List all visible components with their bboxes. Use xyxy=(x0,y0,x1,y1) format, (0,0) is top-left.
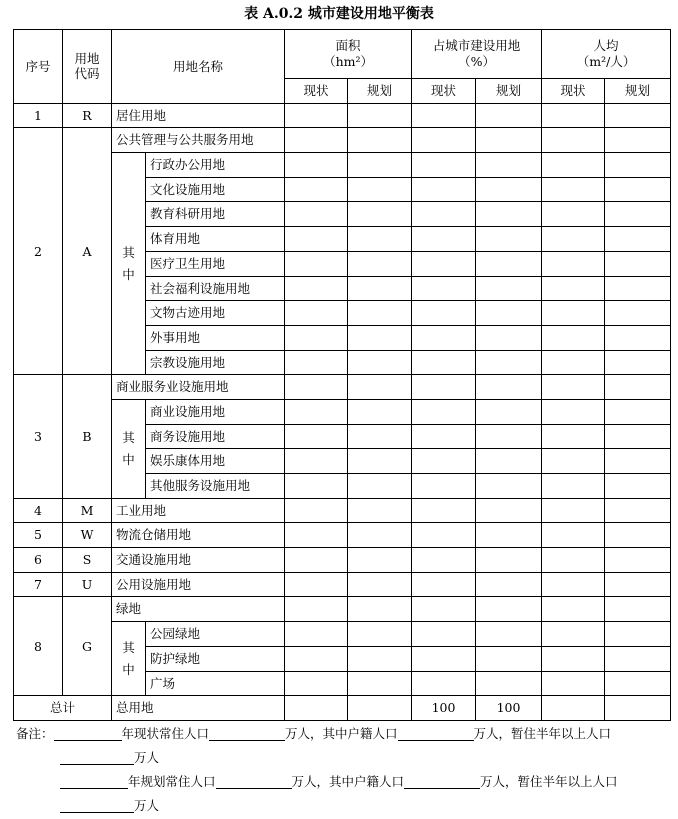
land-use-balance-table xyxy=(13,29,671,721)
data-cell[interactable] xyxy=(476,572,542,597)
blank-year-current[interactable] xyxy=(54,726,122,741)
header-per-capita: 人均 （m²/人） xyxy=(542,30,671,79)
label-cell: 公共管理与公共服务用地 xyxy=(112,128,285,153)
blank-hukou-planned[interactable] xyxy=(404,774,480,789)
table-row xyxy=(14,103,671,128)
data-cell[interactable] xyxy=(412,128,476,153)
data-cell[interactable] xyxy=(348,449,412,474)
data-cell[interactable] xyxy=(542,671,605,696)
data-cell[interactable] xyxy=(285,128,348,153)
data-cell[interactable] xyxy=(605,399,671,424)
data-cell[interactable] xyxy=(542,103,605,128)
data-cell[interactable] xyxy=(348,399,412,424)
data-cell[interactable] xyxy=(285,375,348,400)
label-cell: R xyxy=(63,103,112,128)
data-cell[interactable] xyxy=(476,548,542,573)
data-cell[interactable] xyxy=(476,350,542,375)
header-name: 用地名称 xyxy=(112,30,285,104)
data-cell[interactable] xyxy=(348,523,412,548)
data-cell[interactable] xyxy=(348,646,412,671)
data-cell[interactable] xyxy=(542,548,605,573)
data-cell[interactable] xyxy=(412,474,476,499)
label-cell: 公园绿地 xyxy=(146,622,285,647)
blank-year-planned[interactable] xyxy=(60,774,128,789)
data-cell[interactable] xyxy=(285,498,348,523)
label-cell: 医疗卫生用地 xyxy=(146,251,285,276)
data-cell[interactable] xyxy=(542,251,605,276)
data-cell[interactable] xyxy=(605,103,671,128)
data-cell[interactable] xyxy=(605,548,671,573)
label-cell: 6 xyxy=(14,548,63,573)
data-cell[interactable] xyxy=(542,276,605,301)
data-cell[interactable] xyxy=(412,325,476,350)
label-cell: A xyxy=(63,128,112,375)
remarks-line-planned: 年规划常住人口 万人，其中户籍人口 万人，暂住半年以上人口 xyxy=(16,770,666,794)
label-cell: B xyxy=(63,375,112,498)
table-row xyxy=(14,498,671,523)
label-cell: 居住用地 xyxy=(112,103,285,128)
blank-temp-current[interactable] xyxy=(60,750,134,765)
data-cell[interactable] xyxy=(348,622,412,647)
data-cell[interactable] xyxy=(476,325,542,350)
total-row xyxy=(14,696,671,721)
data-cell[interactable] xyxy=(476,671,542,696)
data-cell[interactable] xyxy=(348,671,412,696)
label-cell: 交通设施用地 xyxy=(112,548,285,573)
data-cell[interactable] xyxy=(542,523,605,548)
data-cell[interactable] xyxy=(542,449,605,474)
table-row xyxy=(14,548,671,573)
label-cell: 2 xyxy=(14,128,63,375)
data-cell[interactable] xyxy=(285,523,348,548)
data-cell[interactable] xyxy=(285,202,348,227)
data-cell[interactable] xyxy=(605,301,671,326)
data-cell[interactable] xyxy=(542,202,605,227)
header-percap-planned: 规划 xyxy=(605,79,671,104)
data-cell[interactable] xyxy=(605,202,671,227)
data-cell[interactable] xyxy=(476,597,542,622)
data-cell[interactable] xyxy=(285,449,348,474)
data-cell[interactable] xyxy=(605,375,671,400)
label-cell: 行政办公用地 xyxy=(146,153,285,178)
header-area-planned: 规划 xyxy=(348,79,412,104)
data-cell[interactable] xyxy=(476,449,542,474)
label-cell: 4 xyxy=(14,498,63,523)
remarks-line-current: 备注： 年现状常住人口 万人，其中户籍人口 万人，暂住半年以上人口 xyxy=(16,726,612,741)
table-row xyxy=(14,523,671,548)
data-cell[interactable] xyxy=(285,153,348,178)
data-cell[interactable] xyxy=(605,449,671,474)
data-cell[interactable] xyxy=(348,251,412,276)
data-cell[interactable] xyxy=(542,325,605,350)
data-cell[interactable] xyxy=(605,227,671,252)
table-row xyxy=(14,153,671,178)
header-share: 占城市建设用地 （%） xyxy=(412,30,542,79)
data-cell[interactable] xyxy=(476,227,542,252)
data-cell[interactable] xyxy=(542,375,605,400)
data-cell[interactable] xyxy=(476,646,542,671)
remarks-line-planned-cont: 万人 xyxy=(16,794,666,818)
data-cell[interactable] xyxy=(542,399,605,424)
data-cell[interactable] xyxy=(412,597,476,622)
data-cell[interactable] xyxy=(285,646,348,671)
data-cell[interactable] xyxy=(476,523,542,548)
data-cell[interactable] xyxy=(605,350,671,375)
data-cell[interactable] xyxy=(285,424,348,449)
data-cell[interactable] xyxy=(412,498,476,523)
data-cell[interactable] xyxy=(542,350,605,375)
data-cell[interactable] xyxy=(476,424,542,449)
data-cell[interactable] xyxy=(476,103,542,128)
header-area-current: 现状 xyxy=(285,79,348,104)
data-cell[interactable] xyxy=(348,227,412,252)
header-share-current: 现状 xyxy=(412,79,476,104)
data-cell[interactable] xyxy=(605,325,671,350)
data-cell[interactable] xyxy=(285,276,348,301)
data-cell[interactable] xyxy=(285,399,348,424)
total-label: 总计 xyxy=(14,696,112,721)
data-cell[interactable] xyxy=(605,177,671,202)
data-cell[interactable] xyxy=(542,424,605,449)
header-share-planned: 规划 xyxy=(476,79,542,104)
total-share-planned: 100 xyxy=(476,696,542,721)
data-cell[interactable] xyxy=(476,276,542,301)
label-cell: 3 xyxy=(14,375,63,498)
data-cell[interactable] xyxy=(412,276,476,301)
data-cell[interactable] xyxy=(412,671,476,696)
label-cell: 商业设施用地 xyxy=(146,399,285,424)
label-cell: 其他服务设施用地 xyxy=(146,474,285,499)
label-cell: 绿地 xyxy=(112,597,285,622)
data-cell[interactable] xyxy=(348,597,412,622)
qizhong-label: 其 中 xyxy=(112,153,146,375)
data-cell[interactable] xyxy=(412,424,476,449)
header-area: 面积 （hm²） xyxy=(285,30,412,79)
data-cell[interactable] xyxy=(348,202,412,227)
data-cell[interactable] xyxy=(348,128,412,153)
label-cell: 防护绿地 xyxy=(146,646,285,671)
data-cell[interactable] xyxy=(285,227,348,252)
data-cell[interactable] xyxy=(412,251,476,276)
table-title: 表 A.0.2 城市建设用地平衡表 xyxy=(244,6,434,22)
data-cell[interactable] xyxy=(605,572,671,597)
data-cell[interactable] xyxy=(348,301,412,326)
data-cell[interactable] xyxy=(412,153,476,178)
blank-pop-planned[interactable] xyxy=(216,774,292,789)
data-cell[interactable] xyxy=(605,671,671,696)
header-seq: 序号 xyxy=(14,30,63,104)
header-row-1 xyxy=(14,30,671,79)
data-cell[interactable] xyxy=(605,474,671,499)
label-cell: W xyxy=(63,523,112,548)
table-row xyxy=(14,597,671,622)
label-cell: G xyxy=(63,597,112,696)
data-cell[interactable] xyxy=(285,671,348,696)
data-cell[interactable] xyxy=(476,622,542,647)
table-row xyxy=(14,128,671,153)
qizhong-label: 其 中 xyxy=(112,399,146,498)
label-cell: 体育用地 xyxy=(146,227,285,252)
table-row xyxy=(14,572,671,597)
data-cell[interactable] xyxy=(542,128,605,153)
data-cell[interactable] xyxy=(412,572,476,597)
data-cell[interactable] xyxy=(285,474,348,499)
data-cell[interactable] xyxy=(476,301,542,326)
label-cell: 宗教设施用地 xyxy=(146,350,285,375)
label-cell: 文物古迹用地 xyxy=(146,301,285,326)
data-cell[interactable] xyxy=(348,474,412,499)
data-cell[interactable] xyxy=(412,523,476,548)
label-cell: 社会福利设施用地 xyxy=(146,276,285,301)
header-percap-current: 现状 xyxy=(542,79,605,104)
data-cell[interactable] xyxy=(348,325,412,350)
data-cell[interactable] xyxy=(348,153,412,178)
blank-pop-current[interactable] xyxy=(209,726,285,741)
remarks xyxy=(16,722,666,818)
data-cell[interactable] xyxy=(412,646,476,671)
label-cell: 公用设施用地 xyxy=(112,572,285,597)
data-cell[interactable] xyxy=(605,523,671,548)
data-cell[interactable] xyxy=(285,103,348,128)
blank-hukou-current[interactable] xyxy=(398,726,474,741)
data-cell[interactable] xyxy=(348,103,412,128)
data-cell[interactable] xyxy=(285,622,348,647)
data-cell[interactable] xyxy=(542,572,605,597)
data-cell[interactable] xyxy=(285,301,348,326)
label-cell: 商业服务业设施用地 xyxy=(112,375,285,400)
data-cell[interactable] xyxy=(412,202,476,227)
data-cell[interactable] xyxy=(285,597,348,622)
data-cell[interactable] xyxy=(348,424,412,449)
data-cell[interactable] xyxy=(542,227,605,252)
data-cell[interactable] xyxy=(476,202,542,227)
data-cell[interactable] xyxy=(605,498,671,523)
data-cell[interactable] xyxy=(348,276,412,301)
data-cell[interactable] xyxy=(285,325,348,350)
data-cell[interactable] xyxy=(412,548,476,573)
data-cell[interactable] xyxy=(285,572,348,597)
data-cell[interactable] xyxy=(605,597,671,622)
data-cell[interactable] xyxy=(542,622,605,647)
table-row xyxy=(14,375,671,400)
data-cell[interactable] xyxy=(605,646,671,671)
data-cell[interactable] xyxy=(412,301,476,326)
label-cell: S xyxy=(63,548,112,573)
data-cell[interactable] xyxy=(605,128,671,153)
data-cell[interactable] xyxy=(348,350,412,375)
table-row xyxy=(14,399,671,424)
data-cell[interactable] xyxy=(476,128,542,153)
data-cell[interactable] xyxy=(605,276,671,301)
data-cell[interactable] xyxy=(605,153,671,178)
data-cell[interactable] xyxy=(605,622,671,647)
data-cell[interactable] xyxy=(348,375,412,400)
data-cell[interactable] xyxy=(285,251,348,276)
data-cell[interactable] xyxy=(412,399,476,424)
label-cell: 7 xyxy=(14,572,63,597)
data-cell[interactable] xyxy=(605,251,671,276)
total-name: 总用地 xyxy=(112,696,285,721)
label-cell: 文化设施用地 xyxy=(146,177,285,202)
data-cell[interactable] xyxy=(542,153,605,178)
blank-temp-planned[interactable] xyxy=(60,798,134,813)
data-cell[interactable] xyxy=(412,622,476,647)
data-cell[interactable] xyxy=(476,375,542,400)
data-cell[interactable] xyxy=(285,548,348,573)
data-cell[interactable] xyxy=(476,177,542,202)
data-cell[interactable] xyxy=(348,498,412,523)
data-cell[interactable] xyxy=(348,548,412,573)
data-cell[interactable] xyxy=(412,449,476,474)
label-cell: 商务设施用地 xyxy=(146,424,285,449)
data-cell[interactable] xyxy=(285,350,348,375)
label-cell: 外事用地 xyxy=(146,325,285,350)
data-cell[interactable] xyxy=(542,474,605,499)
label-cell: 广场 xyxy=(146,671,285,696)
label-cell: 5 xyxy=(14,523,63,548)
data-cell[interactable] xyxy=(476,474,542,499)
label-cell: 工业用地 xyxy=(112,498,285,523)
data-cell[interactable] xyxy=(542,301,605,326)
data-cell[interactable] xyxy=(348,177,412,202)
data-cell[interactable] xyxy=(412,375,476,400)
data-cell[interactable] xyxy=(412,177,476,202)
label-cell: 娱乐康体用地 xyxy=(146,449,285,474)
data-cell[interactable] xyxy=(412,350,476,375)
total-share-current: 100 xyxy=(412,696,476,721)
data-cell[interactable] xyxy=(542,498,605,523)
label-cell: M xyxy=(63,498,112,523)
data-cell[interactable] xyxy=(285,177,348,202)
label-cell: 物流仓储用地 xyxy=(112,523,285,548)
data-cell[interactable] xyxy=(476,251,542,276)
data-cell[interactable] xyxy=(476,399,542,424)
header-code: 用地 代码 xyxy=(63,30,112,104)
table-row xyxy=(14,622,671,647)
data-cell[interactable] xyxy=(412,227,476,252)
qizhong-label: 其 中 xyxy=(112,622,146,696)
label-cell: 教育科研用地 xyxy=(146,202,285,227)
label-cell: 8 xyxy=(14,597,63,696)
data-cell[interactable] xyxy=(542,646,605,671)
data-cell[interactable] xyxy=(476,153,542,178)
data-cell[interactable] xyxy=(542,597,605,622)
label-cell: U xyxy=(63,572,112,597)
label-cell: 1 xyxy=(14,103,63,128)
data-cell[interactable] xyxy=(412,103,476,128)
remarks-line-current-cont: 万人 xyxy=(16,746,666,770)
data-cell[interactable] xyxy=(542,177,605,202)
data-cell[interactable] xyxy=(348,572,412,597)
data-cell[interactable] xyxy=(476,498,542,523)
data-cell[interactable] xyxy=(605,424,671,449)
